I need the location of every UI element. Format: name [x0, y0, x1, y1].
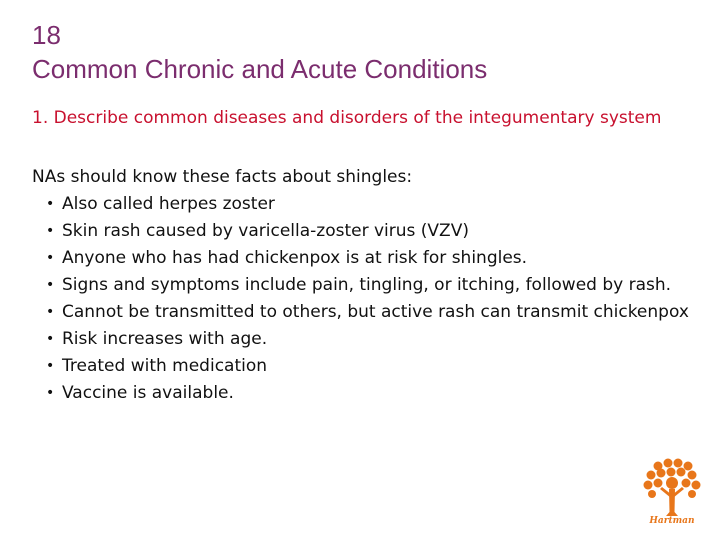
chapter-number: 18: [32, 20, 61, 50]
intro-text: NAs should know these facts about shingles:: [32, 167, 413, 187]
bullet-list: [32, 191, 700, 407]
bullet-item: [32, 191, 700, 218]
bullet-icon: •: [46, 250, 55, 266]
learning-objective: 1. Describe common diseases and disorders of the integumentary system: [32, 108, 662, 128]
chapter-title: Common Chronic and Acute Conditions: [32, 54, 488, 84]
bullet-item: [32, 299, 700, 326]
bullet-text: Cannot be transmitted to others, but active rash can transmit chickenpox: [62, 302, 689, 322]
bullet-icon: •: [46, 277, 55, 293]
bullet-icon: •: [46, 358, 55, 374]
bullet-text: Vaccine is available.: [62, 383, 234, 403]
bullet-icon: •: [46, 223, 55, 239]
bullet-text: Signs and symptoms include pain, tingling, or itching, followed by rash.: [62, 275, 672, 295]
bullet-icon: •: [46, 196, 55, 212]
bullet-text: Anyone who has had chickenpox is at risk for shingles.: [62, 248, 528, 268]
bullet-item: [32, 218, 700, 245]
bullet-text: Skin rash caused by varicella-zoster virus (VZV): [62, 221, 469, 241]
bullet-item: [32, 326, 700, 353]
bullet-item: [32, 380, 700, 407]
bullet-text: Also called herpes zoster: [62, 194, 275, 214]
bullet-icon: •: [46, 331, 55, 347]
bullet-text: Risk increases with age.: [62, 329, 268, 349]
bullet-icon: •: [46, 385, 55, 401]
slide-title: [32, 18, 487, 86]
bullet-text: Treated with medication: [62, 356, 268, 376]
bullet-icon: •: [46, 304, 55, 320]
bullet-item: [32, 272, 700, 299]
bullet-item: [32, 353, 700, 380]
logo-wordmark: Hartman: [649, 516, 695, 526]
bullet-item: [32, 245, 700, 272]
